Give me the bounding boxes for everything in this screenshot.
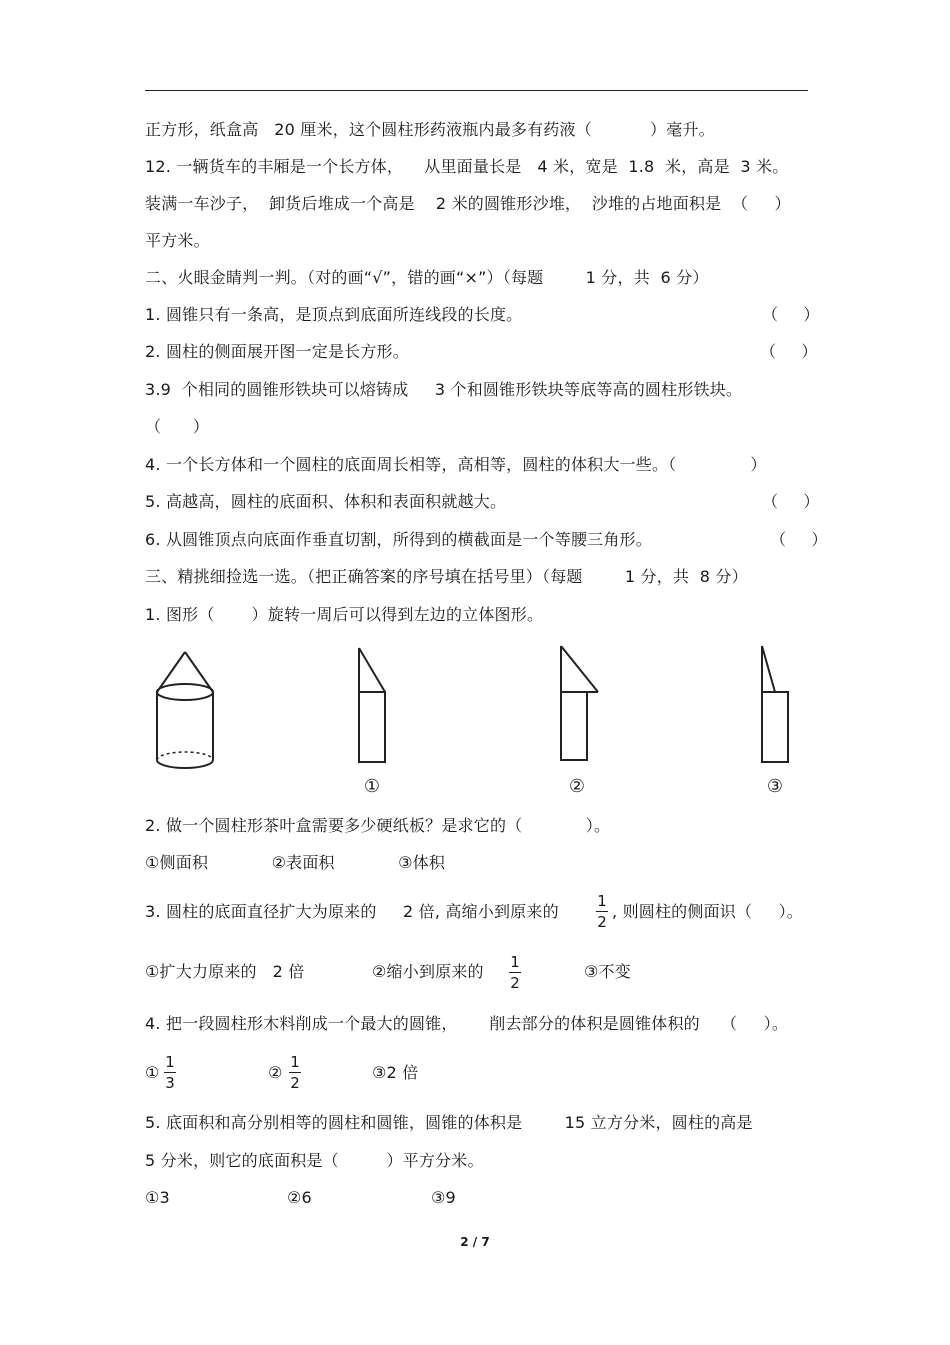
choice-2-options: ①侧面积 ②表面积 ③体积: [145, 853, 446, 872]
fraction-bar: [164, 1072, 176, 1073]
fraction-half-c4: [289, 1054, 301, 1091]
question-12: 12. 一辆货车的丰厢是一个长方体， 从里面量长是 4 米，宽是 1.8 米，高是 3 米。: [145, 157, 789, 176]
section-3-heading: 三、精挑细捡选一选。（把正确答案的序号填在括号里）（每题 1 分，共 8 分）: [145, 567, 748, 586]
option-2-label: ②: [568, 776, 586, 797]
judge-1-answer[interactable]: （ ）: [762, 305, 820, 324]
fraction-numerator: 1: [510, 953, 520, 971]
line-cont-11: 正方形，纸盒高 20 厘米，这个圆柱形药液瓶内最多有药液（ ）毫升。: [145, 120, 715, 139]
question-12-end: 平方米。: [145, 231, 210, 250]
choice-3-option-2: ②缩小到原来的: [372, 962, 484, 981]
choice-5-cont: 5 分米，则它的底面积是（ ）平方分米。: [145, 1151, 484, 1170]
fraction-numerator: 1: [597, 892, 607, 910]
cone-cylinder-solid: [157, 652, 213, 768]
judge-6-answer[interactable]: （ ）: [770, 530, 828, 549]
section-2-heading: 二、火眼金睛判一判。（对的画“√”，错的画“×”）（每题 1 分，共 6 分）: [145, 268, 709, 287]
choice-4-option-3: ③2 倍: [372, 1063, 419, 1082]
fraction-numerator: 1: [290, 1053, 300, 1071]
judge-3-answer[interactable]: （ ）: [145, 417, 210, 436]
choice-5-option-3: ③9: [431, 1188, 456, 1207]
judge-2-answer[interactable]: （ ）: [760, 342, 818, 361]
fraction-bar: [509, 972, 521, 973]
judge-4: 4. 一个长方体和一个圆柱的底面周长相等，高相等，圆柱的体积大一些。（ ）: [145, 455, 767, 474]
fraction-denominator: 2: [597, 913, 607, 931]
fraction-bar: [289, 1072, 301, 1073]
judge-5: 5. 高越高，圆柱的底面积、体积和表面积就越大。: [145, 492, 507, 511]
choice-1: 1. 图形（ ）旋转一周后可以得到左边的立体图形。: [145, 605, 544, 624]
choice-5-option-1: ①3: [145, 1188, 170, 1207]
fraction-numerator: 1: [165, 1053, 175, 1071]
judge-2: 2. 圆柱的侧面展开图一定是长方形。: [145, 342, 409, 361]
fraction-half-option: [509, 954, 521, 991]
option-2-shape: [561, 646, 598, 760]
choice-3-option-1: ①扩大力原来的 2 倍: [145, 962, 305, 981]
option-1-label: ①: [363, 776, 381, 797]
choice-4: 4. 把一段圆柱形木料削成一个最大的圆锥， 削去部分的体积是圆锥体积的 （ ）。: [145, 1014, 789, 1033]
choice-4-option-1: ①: [145, 1063, 160, 1082]
fraction-half: [596, 893, 608, 930]
fraction-denominator: 2: [510, 974, 520, 992]
fraction-bar: [596, 911, 608, 912]
page-number: 2 / 7: [460, 1235, 490, 1249]
choice-2: 2. 做一个圆柱形茶叶盒需要多少硬纸板？是求它的（ ）。: [145, 816, 611, 835]
option-3-shape: [762, 646, 788, 762]
choice-4-option-2: ②: [268, 1063, 283, 1082]
fraction-third: [164, 1054, 176, 1091]
choice-5: 5. 底面积和高分别相等的圆柱和圆锥，圆锥的体积是 15 立方分米，圆柱的高是: [145, 1113, 753, 1132]
fraction-denominator: 2: [290, 1074, 300, 1092]
question-12-cont: 装满一车沙子， 卸货后堆成一个高是 2 米的圆锥形沙堆， 沙堆的占地面积是 （ ）: [145, 194, 791, 213]
judge-6: 6. 从圆锥顶点向底面作垂直切割，所得到的横截面是一个等腰三角形。: [145, 530, 652, 549]
choice-5-option-2: ②6: [287, 1188, 312, 1207]
choice-3-option-3: ③不变: [584, 962, 631, 981]
header-rule: [145, 90, 808, 91]
judge-3: 3.9 个相同的圆锥形铁块可以熔铸成 3 个和圆锥形铁块等底等高的圆柱形铁块。: [145, 380, 743, 399]
shapes-figure: [145, 640, 810, 800]
choice-3-part-a: 3. 圆柱的底面直径扩大为原来的 2 倍, 高缩小到原来的: [145, 902, 559, 921]
fraction-denominator: 3: [165, 1074, 175, 1092]
choice-3-part-b: , 则圆柱的侧面识（ ）。: [612, 902, 804, 921]
option-1-shape: [359, 648, 385, 762]
judge-5-answer[interactable]: （ ）: [762, 492, 820, 511]
option-3-label: ③: [766, 776, 784, 797]
judge-1: 1. 圆锥只有一条高，是顶点到底面所连线段的长度。: [145, 305, 523, 324]
